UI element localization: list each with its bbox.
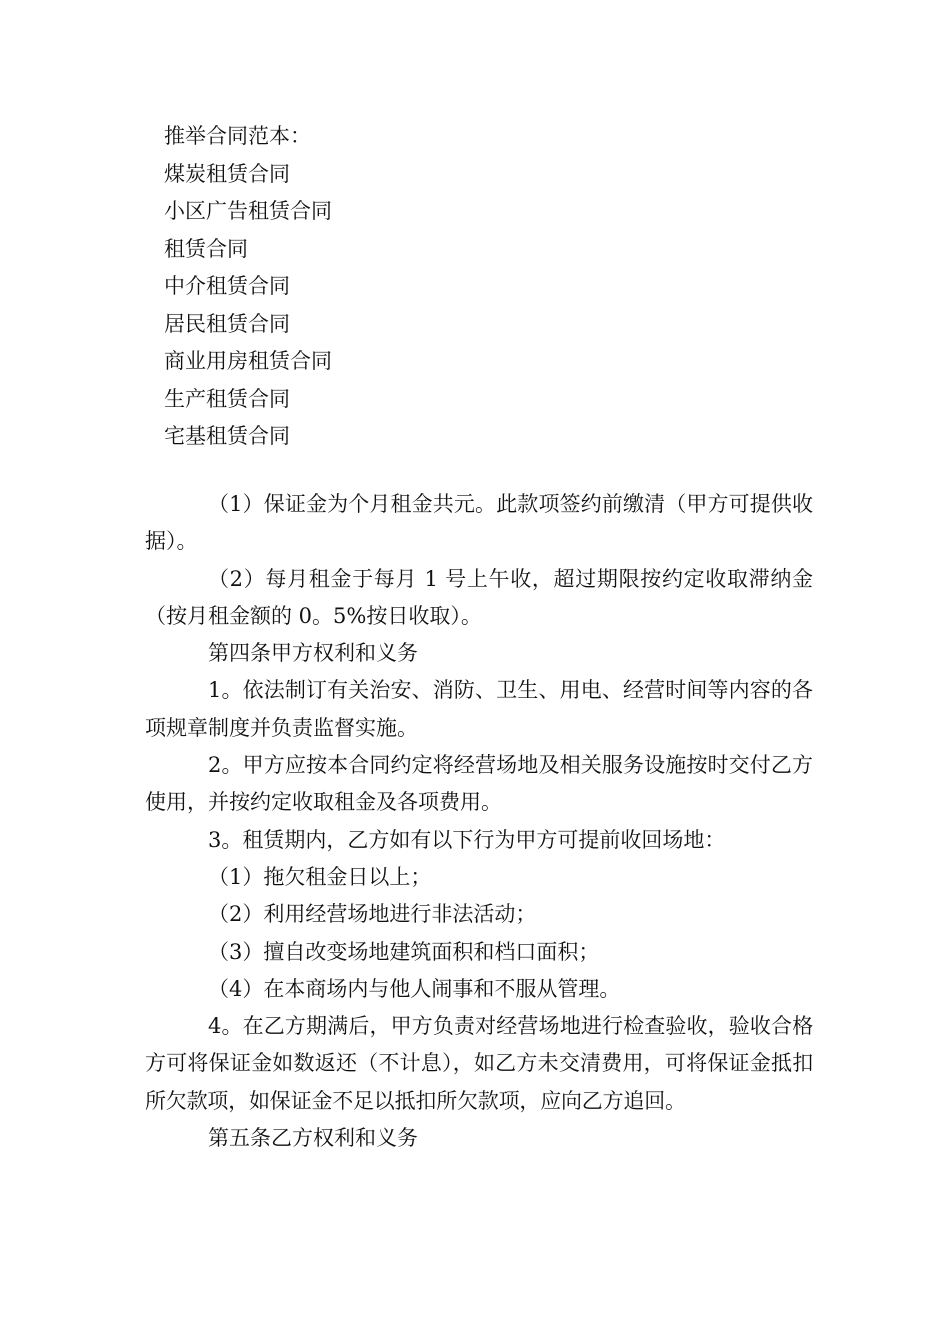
recommended-templates-list [164, 118, 332, 456]
recommended-item[interactable]: 居民租赁合同 [164, 311, 290, 336]
recommended-item[interactable]: 生产租赁合同 [164, 386, 290, 411]
paragraph-item: 4。在乙方期满后，甲方负责对经营场地进行检查验收，验收合格方可将保证金如数返还（不计息），如乙方未交清费用，可将保证金抵扣所欠款项，如保证金不足以抵扣所欠款项，应向乙方追回。 [145, 1014, 813, 1113]
paragraph-deposit: （1）保证金为个月租金共元。此款项签约前缴清（甲方可提供收据）。 [145, 492, 813, 554]
recommended-heading: 推举合同范本： [164, 124, 311, 148]
recommended-item[interactable]: 煤炭租赁合同 [164, 161, 290, 186]
paragraph-item: 3。租赁期内，乙方如有以下行为甲方可提前收回场地： [208, 827, 726, 852]
recommended-item[interactable]: 宅基租赁合同 [164, 424, 290, 448]
section-heading-article-5: 第五条乙方权利和义务 [208, 1126, 418, 1151]
paragraph-subitem: （2）利用经营场地进行非法活动； [208, 902, 537, 927]
section-heading-article-4: 第四条甲方权利和义务 [208, 641, 418, 666]
paragraph-subitem: （3）擅自改变场地建筑面积和档口面积； [208, 939, 600, 964]
recommended-item[interactable]: 商业用房租赁合同 [164, 349, 332, 373]
paragraph-subitem: （1）拖欠租金日以上； [208, 864, 432, 889]
recommended-item[interactable]: 中介租赁合同 [164, 274, 290, 298]
paragraph-item: 1。依法制订有关治安、消防、卫生、用电、经营时间等内容的各项规章制度并负责监督实施。 [145, 678, 813, 740]
contract-body [145, 486, 813, 1157]
paragraph-subitem: （4）在本商场内与他人闹事和不服从管理。 [208, 976, 621, 1001]
recommended-item[interactable]: 小区广告租赁合同 [164, 199, 332, 223]
recommended-item[interactable]: 租赁合同 [164, 236, 248, 261]
paragraph-rent-due: （2）每月租金于每月 1 号上午收，超过期限按约定收取滞纳金（按月租金额的 0。5%按日收取）。 [145, 566, 813, 628]
paragraph-item: 2。甲方应按本合同约定将经营场地及相关服务设施按时交付乙方使用，并按约定收取租金及各项费用。 [145, 753, 813, 815]
